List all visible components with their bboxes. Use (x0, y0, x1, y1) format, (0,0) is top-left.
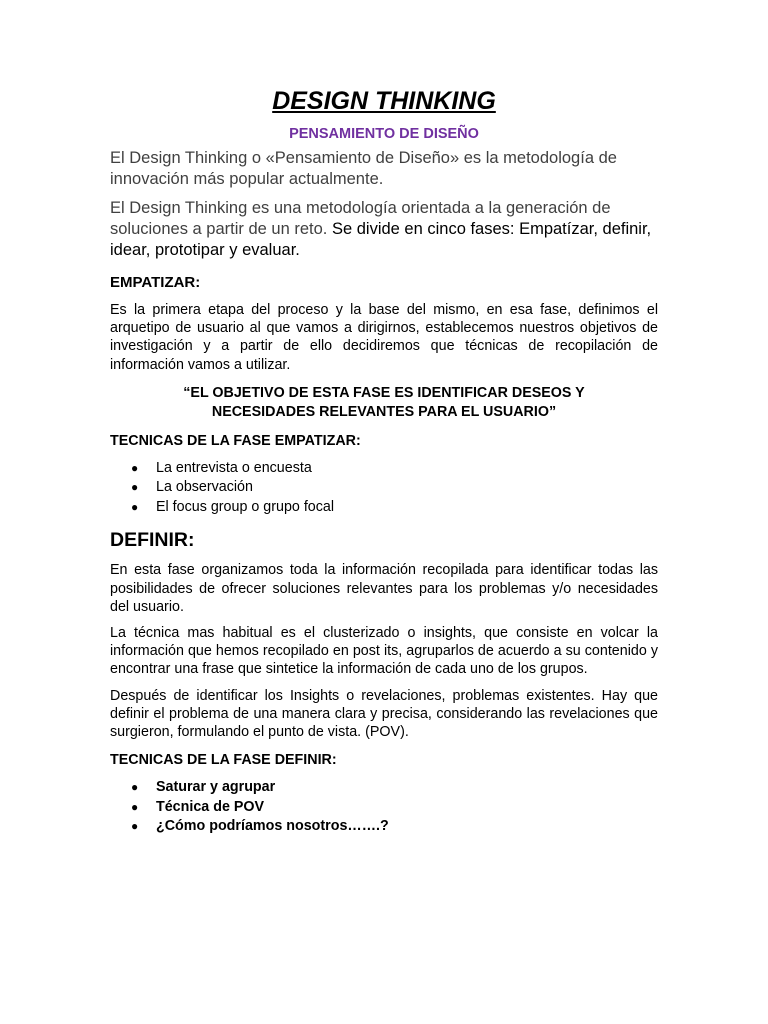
definir-paragraph-1: En esta fase organizamos toda la información recopilada para identificar todas las posibilidades de ofrecer soluciones relevantes para los problemas y/o necesidades del usuario. (110, 562, 658, 615)
list-item (110, 498, 658, 518)
list-item-label: La entrevista o encuesta (156, 459, 312, 476)
list-item (110, 817, 658, 837)
quote-line-2: NECESIDADES RELEVANTES PARA EL USUARIO” (211, 403, 557, 420)
definir-paragraph-2: La técnica mas habitual es el clusterizado o insights, que consiste en volcar la información que hemos recopilado en post its, agruparlos de acuerdo a su contenido y encontrar una frase que sintetice la información de cada uno de los grupos. (110, 624, 658, 678)
document-title: DESIGN THINKING (272, 87, 496, 115)
list-item-label: Saturar y agrupar (156, 779, 276, 796)
list-item (110, 478, 658, 498)
bullet-icon: ● (131, 480, 139, 495)
list-item-label: ¿Cómo podríamos nosotros…….? (156, 818, 389, 835)
intro-paragraph-1: El Design Thinking o «Pensamiento de Diseño» es la metodología de innovación más popular actualmente. (110, 149, 617, 188)
empatizar-techniques-list (110, 459, 658, 518)
document-subtitle: PENSAMIENTO DE DISEÑO (289, 126, 479, 142)
list-item-label: El focus group o grupo focal (156, 498, 335, 515)
bullet-icon: ● (131, 799, 139, 814)
intro-paragraph-2-part-b: Se divide en cinco fases: Empatízar, definir, idear, prototipar y evaluar. (110, 220, 652, 259)
list-item (110, 459, 658, 479)
bullet-icon: ● (131, 780, 139, 795)
empatizar-techniques-heading: TECNICAS DE LA FASE EMPATIZAR: (110, 432, 361, 449)
definir-paragraph-3: Después de identificar los Insights o revelaciones, problemas existentes. Hay que definir el problema de una manera clara y precisa, considerando las revelaciones que surgieron, formulando el punto de vista. (POV). (110, 687, 658, 740)
empatizar-quote (110, 384, 658, 422)
section-heading-definir: DEFINIR: (110, 529, 195, 552)
definir-techniques-heading: TECNICAS DE LA FASE DEFINIR: (110, 752, 337, 769)
list-item (110, 778, 658, 798)
bullet-icon: ● (131, 460, 139, 475)
bullet-icon: ● (131, 499, 139, 514)
section-heading-empatizar: EMPATIZAR: (110, 274, 201, 291)
list-item-label: La observación (156, 479, 253, 496)
quote-line-1: “EL OBJETIVO DE ESTA FASE ES IDENTIFICAR DESEOS Y (183, 384, 585, 401)
document-page (110, 86, 658, 837)
list-item-label: Técnica de POV (156, 798, 265, 815)
intro-paragraph-2-part-a: El Design Thinking es una metodología orientada a la generación de soluciones a partir de un reto. (110, 199, 611, 238)
list-item (110, 798, 658, 818)
definir-techniques-list (110, 778, 658, 837)
bullet-icon: ● (131, 819, 139, 834)
empatizar-paragraph: Es la primera etapa del proceso y la base del mismo, en esa fase, definimos el arquetipo de usuario al que vamos a dirigirnos, establecemos nuestros objetivos de investigación y a partir de ello decidiremos que técnicas de recopilación de información vamos a utilizar. (110, 302, 658, 373)
intro-paragraph-2 (110, 198, 658, 261)
